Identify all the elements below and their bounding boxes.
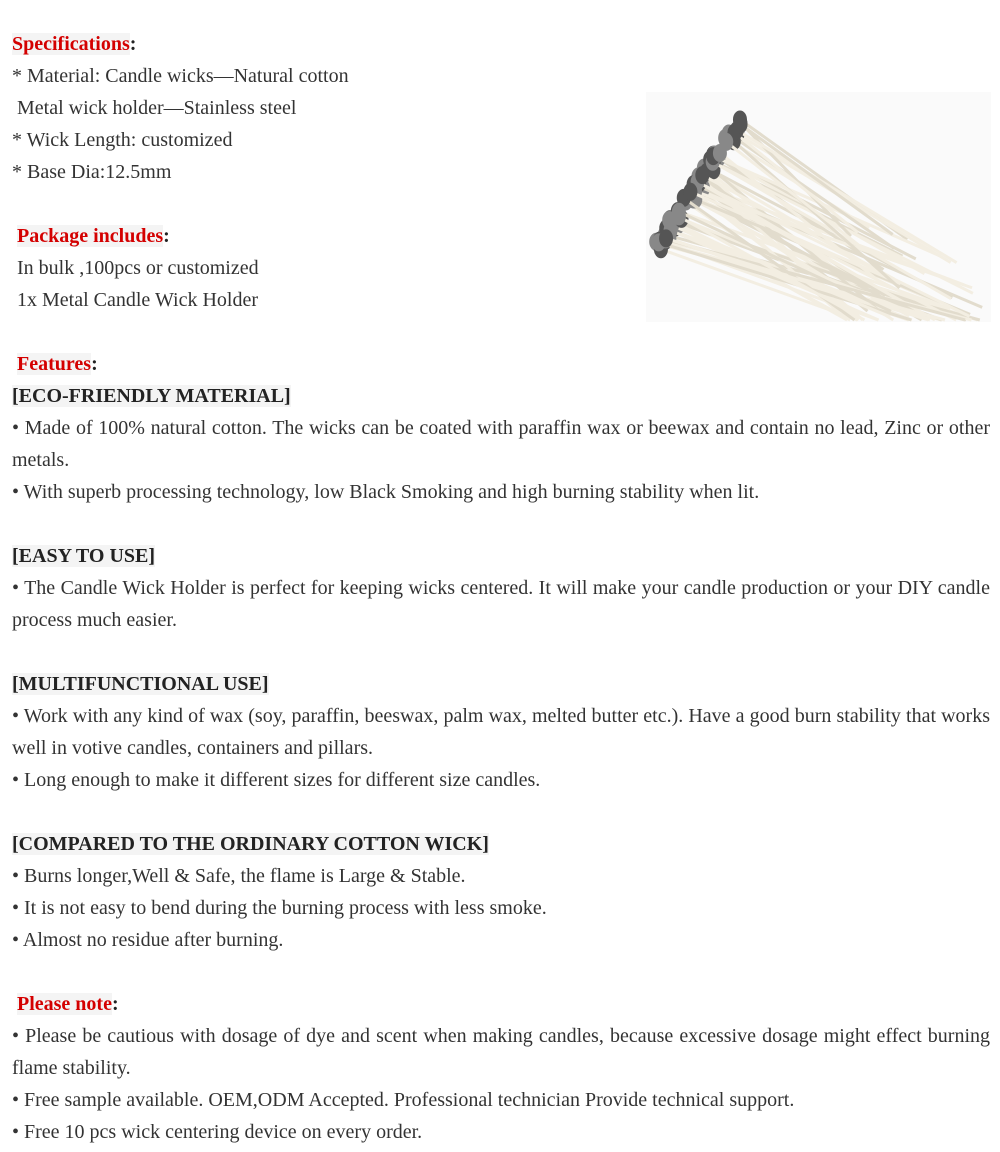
section-title: [EASY TO USE] <box>12 545 156 567</box>
wick-holder-base <box>672 207 686 225</box>
spec-line: * Wick Length: customized <box>12 129 233 151</box>
section-title: [COMPARED TO THE ORDINARY COTTON WICK] <box>12 833 489 855</box>
spec-line: * Base Dia:12.5mm <box>12 161 172 183</box>
colon: : <box>129 33 137 55</box>
heading-text: Package includes <box>17 225 164 247</box>
spec-line: * Material: Candle wicks—Natural cotton <box>12 65 349 87</box>
heading-text: Features <box>17 353 92 375</box>
bullet: • Please be cautious with dosage of dye and scent when making candles, because excessive dosage might effect burning flame stability. <box>12 1025 990 1079</box>
bullet: • Free 10 pcs wick centering device on every order. <box>12 1121 423 1143</box>
candle-wicks-photo <box>646 92 991 322</box>
wicks-illustration <box>646 92 991 322</box>
wick-holder-base <box>683 183 697 201</box>
package-line: In bulk ,100pcs or customized <box>17 257 259 279</box>
bullet: • Long enough to make it different sizes for different size candles. <box>12 769 541 791</box>
package-line: 1x Metal Candle Wick Holder <box>17 289 258 311</box>
section-title: [MULTIFUNCTIONAL USE] <box>12 673 269 695</box>
note-heading <box>12 988 990 1020</box>
colon: : <box>111 993 119 1015</box>
bullet: • Work with any kind of wax (soy, paraffin, beeswax, palm wax, melted butter etc.). Have a good burn stability that works well in votive candles, containers and pillars. <box>12 705 990 759</box>
spec-line: Metal wick holder—Stainless steel <box>17 97 297 119</box>
bullet: • Burns longer,Well & Safe, the flame is Large & Stable. <box>12 865 466 887</box>
bullet: • Free sample available. OEM,ODM Accepted. Professional technician Provide technical support. <box>12 1089 795 1111</box>
heading-text: Please note <box>17 993 112 1015</box>
wick-holder-base <box>695 166 709 184</box>
wick-holder-base <box>719 133 733 151</box>
colon: : <box>163 225 170 247</box>
colon: : <box>91 353 98 375</box>
section-title: [ECO-FRIENDLY MATERIAL] <box>12 385 291 407</box>
bullet: • Made of 100% natural cotton. The wicks can be coated with paraffin wax or beewax and contain no lead, Zinc or other metals. <box>12 417 990 471</box>
wick-holder-base <box>734 115 748 133</box>
bullet: • Almost no residue after burning. <box>12 929 284 951</box>
specifications-heading <box>12 28 990 60</box>
bullet: • The Candle Wick Holder is perfect for keeping wicks centered. It will make your candle production or your DIY candle process much easier. <box>12 577 990 631</box>
bullet: • With superb processing technology, low Black Smoking and high burning stability when lit. <box>12 481 760 503</box>
bullet: • It is not easy to bend during the burning process with less smoke. <box>12 897 547 919</box>
wick-holder-base <box>659 229 673 247</box>
heading-text: Specifications <box>12 33 130 55</box>
features-heading <box>12 348 990 380</box>
